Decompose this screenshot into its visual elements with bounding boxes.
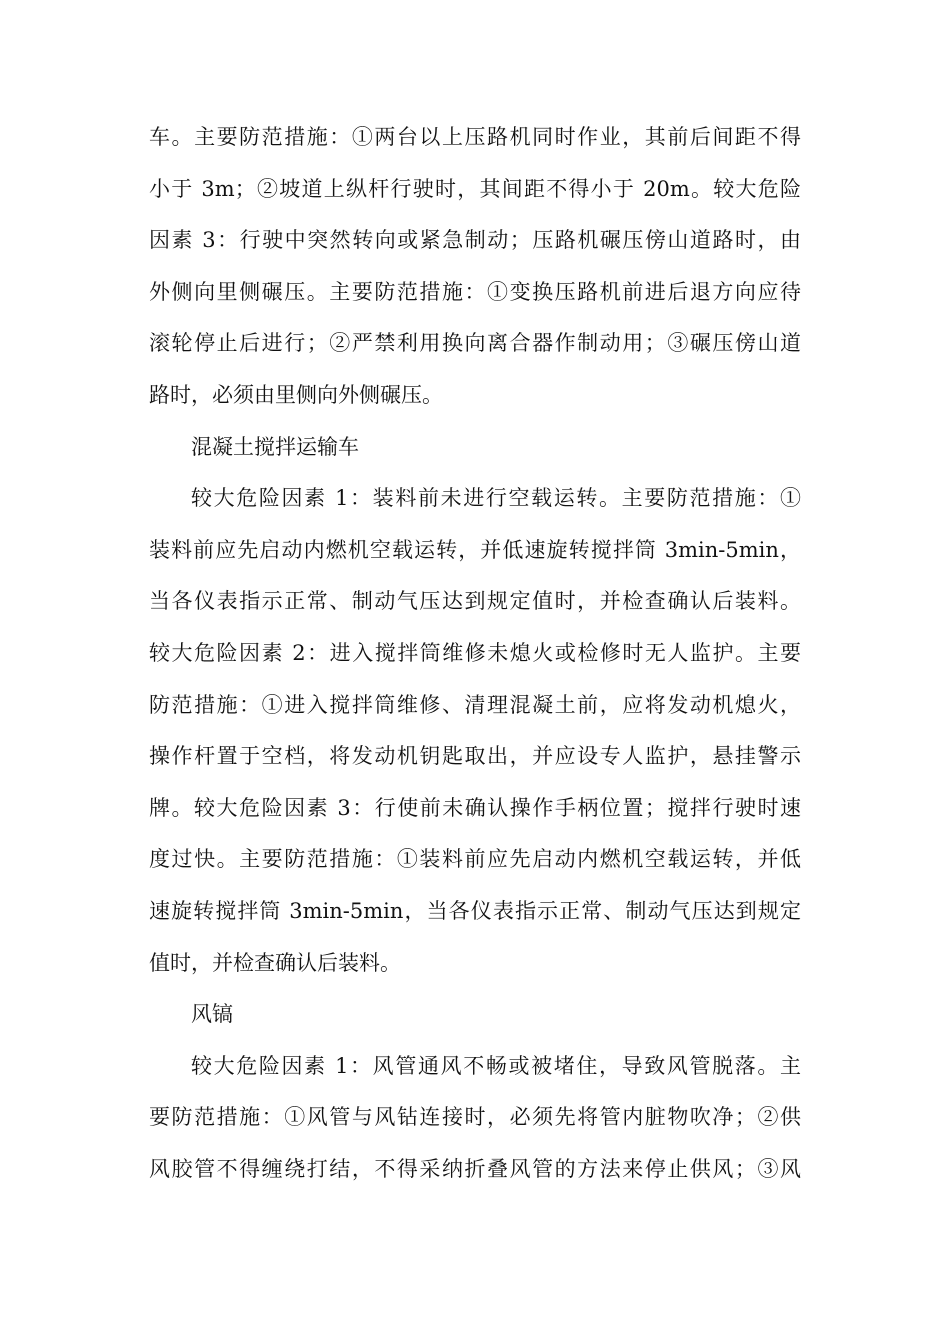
text-line: 装料前应先启动内燃机空载运转，并低速旋转搅拌筒 3min-5min， (149, 537, 801, 562)
text-line: 外侧向里侧碾压。主要防范措施：①变换压路机前进后退方向应待 (149, 279, 801, 304)
text-line: 较大危险因素 1：装料前未进行空载运转。主要防范措施：① (191, 486, 801, 511)
text-line: 牌。较大危险因素 3：行使前未确认操作手柄位置；搅拌行驶时速 (149, 795, 801, 820)
section-heading-air-pick (149, 989, 801, 1041)
text-line: 值时，并检查确认后装料。 (149, 950, 401, 975)
text-line: 滚轮停止后进行；②严禁利用换向离合器作制动用；③碾压傍山道 (149, 331, 801, 356)
section-heading-mixer-truck (149, 422, 801, 474)
paragraph-roller-measures (149, 112, 801, 422)
text-line: 防范措施：①进入搅拌筒维修、清理混凝土前，应将发动机熄火， (149, 692, 801, 717)
text-line: 小于 3m；②坡道上纵杆行驶时，其间距不得小于 20m。较大危险 (149, 176, 801, 201)
text-line: 速旋转搅拌筒 3min-5min，当各仪表指示正常、制动气压达到规定 (149, 898, 801, 923)
text-line: 操作杆置于空档，将发动机钥匙取出，并应设专人监护，悬挂警示 (149, 744, 801, 769)
text-line: 较大危险因素 2：进入搅拌筒维修未熄火或检修时无人监护。主要 (149, 640, 801, 665)
text-line: 风胶管不得缠绕打结，不得采纳折叠风管的方法来停止供风；③风 (149, 1156, 801, 1181)
text-line: 车。主要防范措施：①两台以上压路机同时作业，其前后间距不得 (149, 125, 801, 149)
text-line: 当各仪表指示正常、制动气压达到规定值时，并检查确认后装料。 (149, 589, 801, 614)
section-heading: 风镐 (191, 1002, 233, 1027)
text-line: 较大危险因素 1：风管通风不畅或被堵住，导致风管脱落。主 (191, 1053, 801, 1078)
paragraph-mixer-truck-hazards (149, 473, 801, 989)
document-body (149, 112, 801, 1195)
paragraph-air-pick-hazards (149, 1041, 801, 1196)
text-line: 度过快。主要防范措施：①装料前应先启动内燃机空载运转，并低 (149, 847, 801, 872)
text-line: 因素 3：行驶中突然转向或紧急制动；压路机碾压傍山道路时，由 (149, 228, 801, 253)
text-line: 路时，必须由里侧向外侧碾压。 (149, 382, 443, 407)
section-heading: 混凝土搅拌运输车 (191, 434, 359, 459)
text-line: 要防范措施：①风管与风钻连接时，必须先将管内脏物吹净；②供 (149, 1105, 801, 1130)
